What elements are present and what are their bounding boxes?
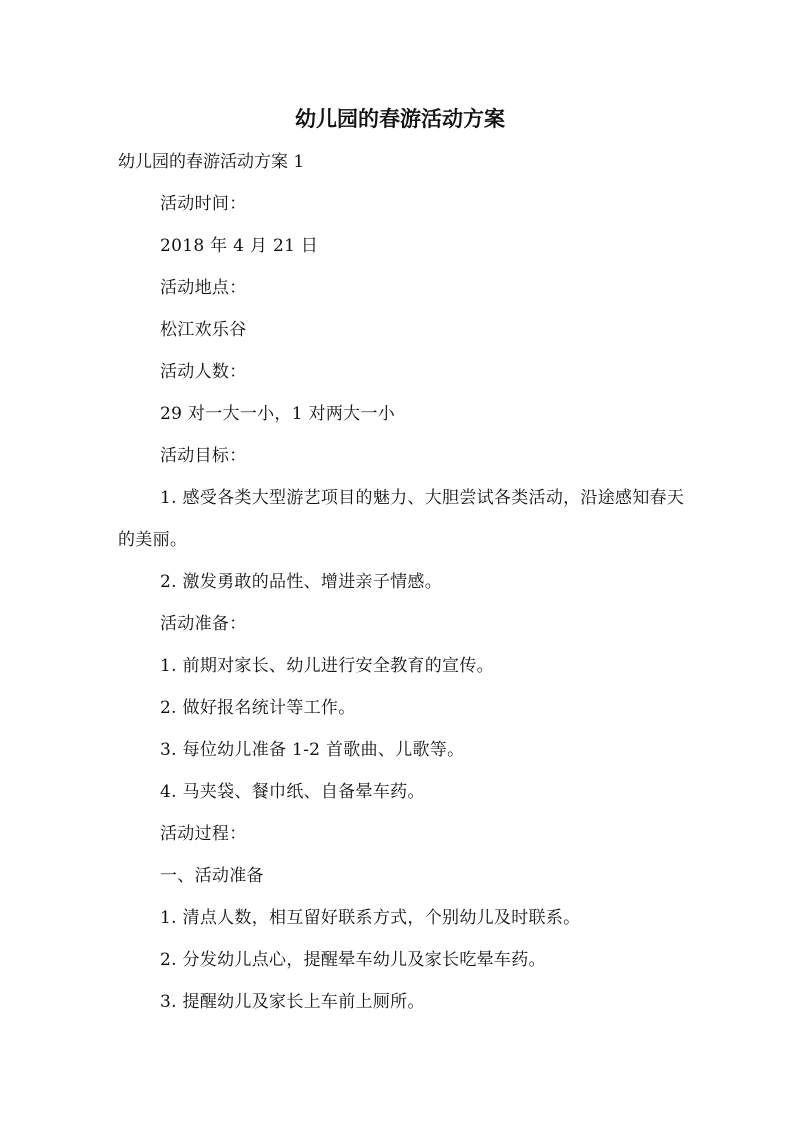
paragraph: 2. 做好报名统计等工作。 (160, 698, 356, 718)
paragraph: 2. 分发幼儿点心，提醒晕车幼儿及家长吃晕车药。 (160, 950, 546, 970)
paragraph: 1. 清点人数，相互留好联系方式，个别幼儿及时联系。 (160, 908, 581, 928)
document-title: 幼儿园的春游活动方案 (295, 106, 505, 131)
paragraph: 松江欢乐谷 (160, 320, 247, 340)
paragraph: 活动地点： (160, 278, 247, 298)
paragraph: 1. 前期对家长、幼儿进行安全教育的宣传。 (160, 656, 494, 676)
paragraph: 一、活动准备 (160, 866, 264, 886)
paragraph: 活动人数： (160, 362, 247, 382)
paragraph: 3. 提醒幼儿及家长上车前上厕所。 (160, 992, 425, 1012)
document-subtitle: 幼儿园的春游活动方案 1 (118, 152, 305, 172)
paragraph: 29 对一大一小，1 对两大一小 (160, 404, 396, 424)
paragraph: 4. 马夹袋、餐巾纸、自备晕车药。 (160, 782, 425, 802)
paragraph: 2. 激发勇敢的品性、增进亲子情感。 (160, 572, 443, 592)
paragraph: 1. 感受各类大型游艺项目的魅力、大胆尝试各类活动，沿途感知春天的美丽。 (118, 488, 685, 550)
paragraph: 活动时间： (160, 194, 247, 214)
paragraph: 活动目标： (160, 446, 247, 466)
paragraph: 活动过程： (160, 824, 247, 844)
paragraph: 活动准备： (160, 614, 247, 634)
paragraph: 2018 年 4 月 21 日 (160, 236, 319, 256)
paragraph: 3. 每位幼儿准备 1-2 首歌曲、儿歌等。 (160, 740, 465, 760)
